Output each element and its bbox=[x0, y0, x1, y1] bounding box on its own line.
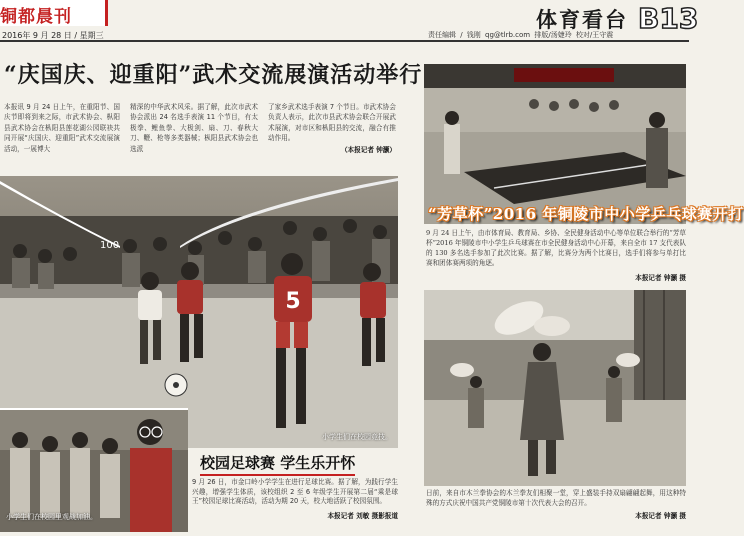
fan-dance-photo bbox=[424, 290, 686, 486]
pingpong-body: 9 月 24 日上午，由市体育局、教育局、乡协、全民健身活动中心等单位联合举行的“芳草杯”2016 年铜陵市中小学生乒乓球赛在市全民健身活动中心开幕，来自全市 17 支代表队的 130 多名选手参加了此次比赛。据了解，比赛分为两个比赛日，选手们将参与单打比赛和团体赛两项的角逐。 bbox=[426, 229, 686, 267]
inset-photo-caption: 小学生们在校园里观战加油。 bbox=[6, 513, 97, 521]
main-story-byline: （本报记者 钟灏） bbox=[340, 146, 396, 154]
editor-credits: 责任编辑 / 钱刚 qg@tlrb.com 排版/汤婕玲 校对/王守震 bbox=[428, 31, 614, 39]
fan-dance-byline: 本报记者 钟灏 摄 bbox=[635, 512, 686, 520]
pingpong-headline: “芳草杯”2016 年铜陵市中小学乒乓球赛开打 bbox=[428, 205, 744, 223]
svg-text:5: 5 bbox=[285, 289, 301, 314]
main-story-column-3: 了家乡武术选手表演 7 个节目。市武术协会负责人表示，此次市县武术协会联合开展武术展演，对市区和枞阳县的交流，融合有推动作用。 bbox=[268, 103, 396, 143]
pingpong-byline: 本报记者 钟灏 摄 bbox=[635, 274, 686, 282]
section-title: 体育看台 bbox=[536, 7, 628, 32]
soccer-byline: 本报记者 刘敏 摄影报道 bbox=[327, 512, 398, 520]
soccer-photo-caption: 小学生们在校园竞技。 bbox=[322, 433, 392, 441]
issue-date: 2016年 9 月 28 日 / 星期三 bbox=[2, 31, 104, 40]
main-story-column-1: 本报讯 9 月 24 日上午，在重阳节、国庆节即将到来之际，市武术协会、枞阳县武术协会在枞阳县莲花湖公园联袂共同开展“庆国庆、迎重阳”武术交流展演活动，一展博大 bbox=[4, 103, 120, 153]
main-headline: “庆国庆、迎重阳”武术交流展演活动举行 bbox=[4, 62, 423, 88]
newspaper-title: 铜都晨刊 bbox=[0, 7, 72, 27]
svg-text:100: 100 bbox=[100, 240, 120, 251]
soccer-body: 9 月 26 日，市金口岭小学学生在进行足球比赛。据了解，为践行学生兴趣，增强学生体质，该校组织 2 至 6 年级学生开展第二届“乘是球王”校园足球比赛活动，活动为期 20 天，校大地活跃了校园氛围。 bbox=[192, 478, 398, 505]
page-number: B13 bbox=[638, 2, 699, 35]
main-story-column-2: 精深的中华武术风采。据了解，此次市武术协会派出 24 名选手表演 11 个节目，有太极拳、鲤鱼拳、大极剑、扇、刀、春秋大刀、鞭、枪等多类器械；枞阳县武术协会也选派 bbox=[130, 103, 258, 153]
fan-dance-body: 日前，来自市木兰拳协会的木兰拳友们相聚一堂，穿上盛装手持双扇翩翩起舞，用这种特殊的方式庆祝中国共产党铜陵市第十次代表大会的召开。 bbox=[426, 489, 686, 507]
pingpong-photo bbox=[424, 64, 744, 224]
soccer-headline: 校园足球赛 学生乐开怀 bbox=[200, 452, 355, 476]
header-rule bbox=[0, 40, 689, 42]
